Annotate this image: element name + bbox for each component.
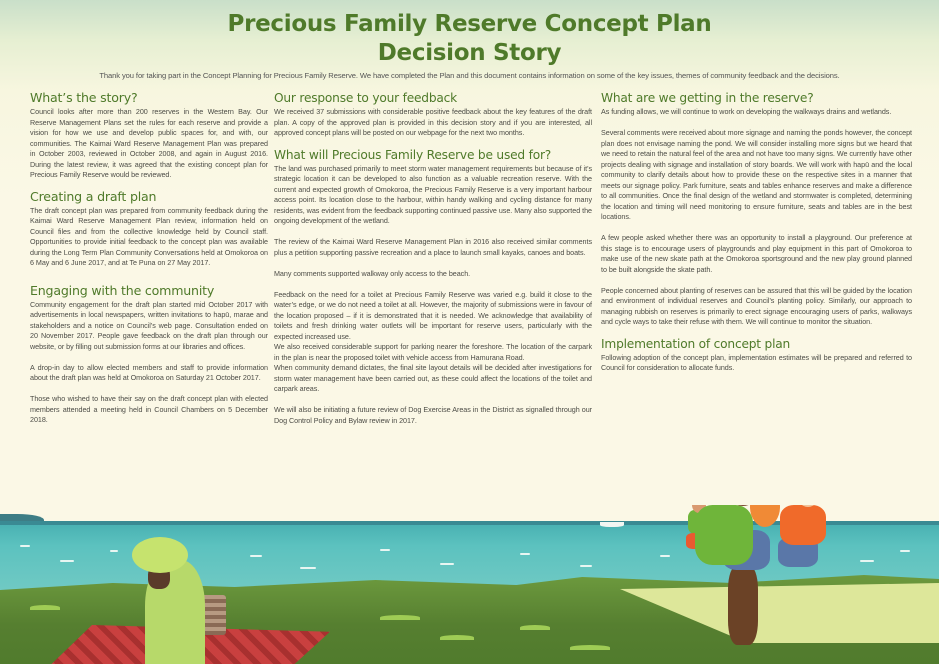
intro-text: Thank you for taking part in the Concept Planning for Precious Family Reserve. We have completed the Plan and this document contains information on some of the key issues, themes of community feedback and the decisions. (99, 71, 840, 80)
paragraph: Feedback on the need for a toilet at Precious Family Reserve was varied e.g. build it close to the water’s edge, or we do not need a toilet at all. However, the majority of submissions were in favour of the location proposed – if it is demonstrated that it is needed. We acknowledge that availability of toilets and fresh drinking water outlets will be important for reserve users, particularly with the expected increased use. (274, 289, 592, 341)
section-heading: What’s the story? (30, 90, 138, 105)
section-heading: Our response to your feedback (274, 91, 458, 105)
beach-illustration (0, 505, 939, 664)
paragraph: We will also be initiating a future review of Dog Exercise Areas in the District as signalled through our Dog Control Policy and Bylaw review in 2017. (274, 405, 592, 425)
section-heading: What will Precious Family Reserve be used for? (274, 147, 552, 162)
section-engaging-community (30, 283, 268, 426)
section-heading: Creating a draft plan (30, 188, 157, 204)
paragraph: The land was purchased primarily to meet storm water management requirements but because of it’s strategic location it can be developed to also function as a valuable recreation reserve. With the current and expected growth of Omokoroa, the Precious Family Reserve is a very important harbour access point. Its location close to the harbour, within handy walking and cycling distance for many residents, was evident from the feedback supporting continued passive use. Many also supported the ongoing development of the wetland. (274, 163, 592, 225)
section-heading: What are we getting in the reserve? (601, 91, 814, 105)
paragraph: People concerned about planting of reserves can be assured that this will be guided by the location and environment of individual reserves and Council’s planting policy. Similarly, our approach to managing rubbish on reserves is primarily to erect signage encouraging users of parks, walkways and cycle ways to take their refuse with them. We will continue to monitor the situation. (601, 285, 912, 326)
column-left (30, 90, 268, 426)
section-reserve-features (601, 90, 912, 328)
paragraph: We received 37 submissions with considerable positive feedback about the key features of the draft plan. A copy of the approved plan is provided in this decision story and if you are interested, all approved concept plans will be posted on our webpage for the next two months. (274, 107, 592, 137)
page-title (0, 10, 939, 68)
paragraph: A few people asked whether there was an opportunity to install a playground. Our preference at this stage is to encourage users of playgrounds and play equipment in this part of Omokoroa to make use of the new skate path at the Omokoroa sportsground and the new play ground planned to be built alongside the skate path. (601, 233, 912, 274)
paragraph: Several comments were received about more signage and naming the ponds however, the concept plan does not envisage naming the pond. We will consider installing more signs but we heard that we need to retain the natural feel of the area and not have too many signs. We currently have other projects dealing with signage and installation of story boards. We will work with hapū and the local community to clarify details about how to provide these on the respective sites in a manner that meets our signage policy. Park furniture, seats and tables enhance reserves and make a difference to all communities. Once the final design of the wetland and stormwater is completed, determining the location and timing will need monitoring to ensure furniture, seats and tables are in the best locations. (601, 128, 912, 221)
section-creating-draft-plan (30, 189, 268, 269)
paragraph: As funding allows, we will continue to work on developing the walkways drains and wetlands. (601, 107, 892, 116)
paragraph: We also received considerable support for parking nearer the foreshore. The location of the carpark in the plan is near the proposed toilet with vehicle access from Hamurana Road. (274, 342, 592, 362)
paragraph: When community demand dictates, the final site layout details will be decided after investigations for storm water management have been carried out, as these could affect the locations of the toilet and carpark areas. (274, 363, 592, 393)
section-reserve-use (274, 147, 592, 427)
boat (600, 522, 624, 527)
section-implementation (601, 336, 912, 374)
child-figure (780, 505, 826, 545)
section-heading: Implementation of concept plan (601, 336, 791, 351)
paragraph: The draft concept plan was prepared from community feedback during the Kaimai Ward Reserve Management Plan review, information held on Council files and from the collective knowledge held by Council staff. Opportunities to provide initial feedback to the concept plan was available during the Long Term Plan Community Conversations held at Omokoroa on 6 May and 6 June 2017, and at Te Puna on 27 May 2017. (30, 205, 268, 267)
paragraph: Community engagement for the draft plan started mid October 2017 with advertisements in local newspapers, written invitations to hapū, marae and stakeholders and a notice on Council’s web page. Consultation ended on 20 November 2017. People gave feedback on the draft plan through our website, or by filling out submission forms at our libraries and offices. (30, 299, 268, 351)
sun-hat (132, 537, 188, 573)
title-line-2: Decision Story (377, 40, 562, 66)
column-right (601, 90, 912, 374)
paragraph: Following adoption of the concept plan, implementation estimates will be prepared and referred to Council for consideration to allocate funds. (601, 352, 912, 372)
child-figure (695, 505, 753, 565)
section-heading: Engaging with the community (30, 282, 215, 298)
paragraph: A drop-in day to allow elected members and staff to provide information about the draft plan was held at Omokoroa on Saturday 21 October 2017. (30, 362, 268, 382)
paragraph: Many comments supported walkway only access to the beach. (274, 268, 471, 278)
paragraph: Those who wished to have their say on the draft concept plan with elected members attended a meeting held in Council Chambers on 5 December 2018. (30, 394, 268, 424)
paragraph: The review of the Kaimai Ward Reserve Management Plan in 2016 also received similar comments plus a petition supporting passive recreation and a place to launch small kayaks, canoes and boats. (274, 237, 592, 257)
section-our-response (274, 90, 592, 139)
section-whats-the-story (30, 90, 268, 181)
paragraph: Council looks after more than 200 reserves in the Western Bay. Our Reserve Management Plans set the rules for each reserve and provide a vision for how we use and develop public spaces for, and with, our communities. The Kaimai Ward Reserve Management Plan was prepared in October 2003, reviewed in October 2008, and again in August 2016. During the latest review, it was agreed that the existing concept plan for Precious Family Reserve would be reviewed. (30, 107, 268, 179)
title-line-1: Precious Family Reserve Concept Plan (227, 11, 712, 37)
column-middle (274, 90, 592, 426)
